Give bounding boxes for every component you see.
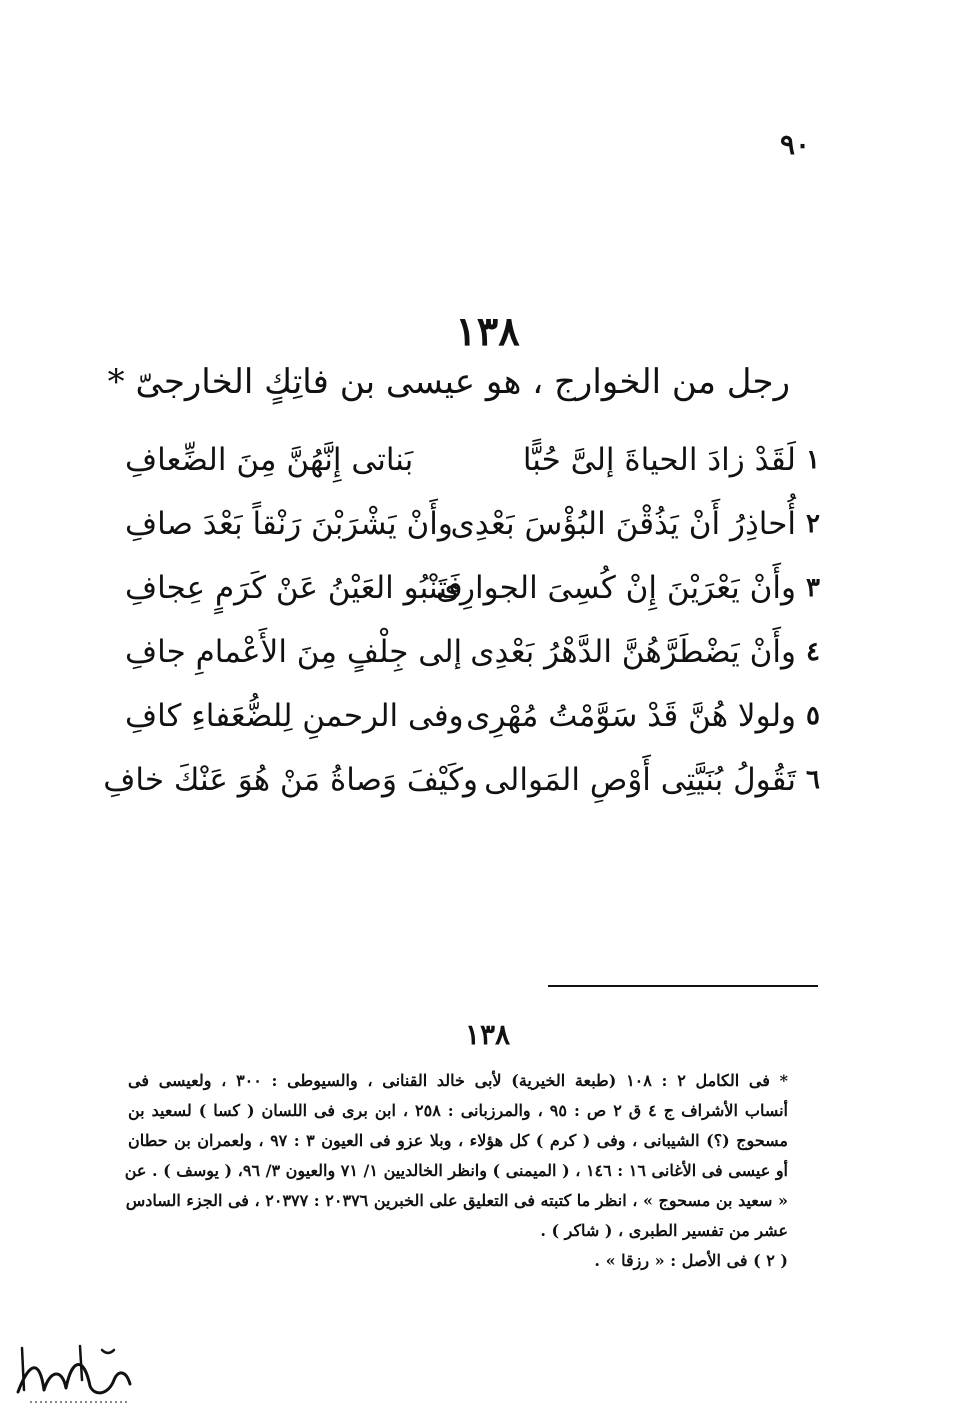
footnote-poem-number: ١٣٨	[464, 1018, 511, 1051]
footnote-divider	[548, 985, 818, 987]
second-hemistich: وأَنْ يَشْرَبْنَ رَنْقاً بَعْدَ صافِ	[125, 506, 453, 542]
second-hemistich: وكَيْفَ وَصاةُ مَنْ هُوَ عَنْكَ خافِ	[103, 762, 478, 798]
first-hemistich: وأَنْ يَعْرَيْنَ إِنْ كُسِىَ الجوارِى	[435, 570, 796, 606]
first-hemistich: تَقُولُ بُنَيَّتِى أَوْصِ المَوالى	[484, 762, 796, 798]
calligraphy-stamp-logo	[10, 1340, 140, 1410]
verse-line	[125, 492, 830, 556]
footnote-line: ( ٢ ) فى الأصل : « رزقا » .	[594, 1251, 788, 1270]
first-hemistich: لَقَدْ زادَ الحياةَ إلىَّ حُبًّا	[522, 442, 796, 478]
poem-number: ١٣٨	[455, 308, 520, 355]
first-hemistich: ولولا هُنَّ قَدْ سَوَّمْتُ مُهْرِى	[466, 698, 796, 734]
verse-number: ٣	[806, 573, 820, 603]
verse-number: ٦	[806, 765, 820, 795]
verse-line	[125, 684, 830, 748]
verse-line	[125, 620, 830, 684]
footnote-line: « سعيد بن مسحوج » ، انظر ما كتبته فى التعليق على الخبرين ٢٠٣٧٦ : ٢٠٣٧٧ ، فى الجزء السادس	[125, 1191, 788, 1210]
footnote-line: * فى الكامل ٢ : ١٠٨ (طبعة الخيرية) لأبى خالد القنانى ، والسيوطى : ٣٠٠ ، ولعيسى فى	[128, 1071, 789, 1090]
verse-number: ١	[806, 445, 820, 475]
poem-verses	[103, 428, 830, 812]
footnotes	[124, 1066, 789, 1276]
poem-title: رجل من الخوارج ، هو عيسى بن فاتِكٍ الخارجىّ *	[107, 362, 790, 402]
second-hemistich: وفى الرحمنِ لِلضُّعَفاءِ كافِ	[125, 698, 464, 734]
second-hemistich: فَتَنْبُو العَيْنُ عَنْ كَرَمٍ عِجافِ	[125, 570, 463, 606]
verse-line	[125, 556, 830, 620]
verse-number: ٤	[806, 637, 820, 667]
page-number: ٩٠	[780, 128, 811, 161]
second-hemistich: بَناتى إِنَّهُنَّ مِنَ الضِّعافِ	[125, 442, 414, 478]
verse-line	[103, 748, 830, 812]
second-hemistich: إلى جِلْفٍ مِنَ الأَعْمامِ جافِ	[125, 634, 463, 670]
first-hemistich: أُحاذِرُ أَنْ يَذُقْنَ البُؤْسَ بَعْدِى	[450, 506, 796, 542]
footnote-line: أو عيسى فى الأغانى ١٦ : ١٤٦ ، ( الميمنى ) وانظر الخالديين ١/ ٧١ والعيون ٣/ ٩٦، ( يوسف ) . عن	[124, 1161, 788, 1180]
footnote-line: مسحوج (؟) الشيبانى ، وفى ( كرم ) كل هؤلاء ، وبلا عزو فى العيون ٣ : ٩٧ ، ولعمران بن حطان	[128, 1131, 788, 1150]
first-hemistich: وأَنْ يَضْطَرَّهُنَّ الدَّهْرُ بَعْدِى	[470, 634, 796, 670]
footnote-line: عشر من تفسير الطبرى ، ( شاكر ) .	[540, 1221, 788, 1240]
verse-number: ٢	[806, 509, 820, 539]
verse-number: ٥	[806, 701, 820, 731]
verse-line	[125, 428, 830, 492]
footnote-line: أنساب الأشراف ج ٤ ق ٢ ص : ٩٥ ، والمرزبانى : ٢٥٨ ، ابن برى فى اللسان ( كسا ) لسعيد بن	[128, 1101, 788, 1120]
